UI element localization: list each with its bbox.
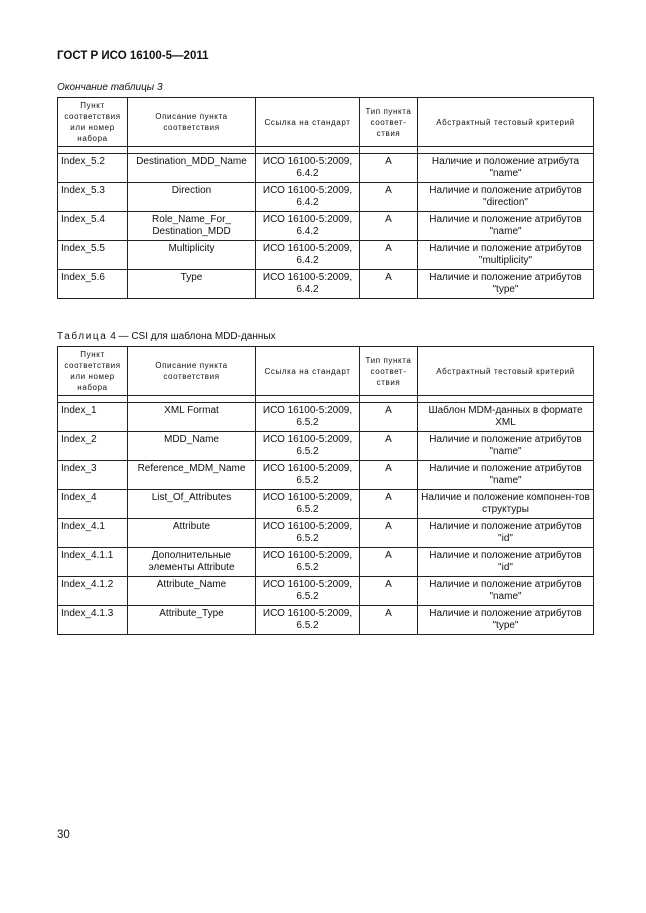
cell-type: A <box>360 432 418 461</box>
cell-criterion: Наличие и положение атрибутов "name" <box>418 212 594 241</box>
cell-description: Дополнительные элементы Attribute <box>128 548 256 577</box>
cell-reference: ИСО 16100-5:2009, 6.5.2 <box>256 606 360 635</box>
table3-row <box>58 212 594 241</box>
cell-type: A <box>360 519 418 548</box>
table3-col-id: Пункт соответствия или номер набора <box>58 98 128 147</box>
cell-type: A <box>360 183 418 212</box>
cell-criterion: Шаблон MDM-данных в формате XML <box>418 403 594 432</box>
cell-id: Index_5.2 <box>58 154 128 183</box>
cell-criterion: Наличие и положение атрибутов "type" <box>418 606 594 635</box>
cell-criterion: Наличие и положение атрибутов "name" <box>418 432 594 461</box>
cell-type: A <box>360 548 418 577</box>
cell-criterion: Наличие и положение компонен-тов структуры <box>418 490 594 519</box>
cell-reference: ИСО 16100-5:2009, 6.4.2 <box>256 241 360 270</box>
table4-row <box>58 432 594 461</box>
table3-spacer-row <box>58 147 594 154</box>
table4-row <box>58 548 594 577</box>
cell-description: Reference_MDM_Name <box>128 461 256 490</box>
cell-id: Index_5.4 <box>58 212 128 241</box>
cell-reference: ИСО 16100-5:2009, 6.5.2 <box>256 461 360 490</box>
table3-header-row <box>58 98 594 147</box>
cell-type: A <box>360 490 418 519</box>
cell-reference: ИСО 16100-5:2009, 6.4.2 <box>256 183 360 212</box>
table4-col-id: Пункт соответствия или номер набора <box>58 347 128 396</box>
cell-reference: ИСО 16100-5:2009, 6.5.2 <box>256 519 360 548</box>
table4-row <box>58 461 594 490</box>
table4-col-desc: Описание пункта соответствия <box>128 347 256 396</box>
cell-criterion: Наличие и положение атрибутов "direction" <box>418 183 594 212</box>
cell-criterion: Наличие и положение атрибутов "multiplicity" <box>418 241 594 270</box>
table4-row <box>58 519 594 548</box>
cell-reference: ИСО 16100-5:2009, 6.5.2 <box>256 548 360 577</box>
table4-col-type: Тип пункта соответ-ствия <box>360 347 418 396</box>
table3-row <box>58 270 594 299</box>
table4-spacer-row <box>58 396 594 403</box>
cell-description: Direction <box>128 183 256 212</box>
cell-description: Destination_MDD_Name <box>128 154 256 183</box>
table3-body <box>58 154 594 299</box>
cell-type: A <box>360 606 418 635</box>
table3-row <box>58 241 594 270</box>
cell-id: Index_5.6 <box>58 270 128 299</box>
cell-description: List_Of_Attributes <box>128 490 256 519</box>
cell-criterion: Наличие и положение атрибутов "name" <box>418 577 594 606</box>
table3 <box>57 97 594 299</box>
table3-col-ref: Ссылка на стандарт <box>256 98 360 147</box>
table3-col-desc: Описание пункта соответствия <box>128 98 256 147</box>
table3-col-type: Тип пункта соответ-ствия <box>360 98 418 147</box>
table4-col-criterion: Абстрактный тестовый критерий <box>418 347 594 396</box>
cell-reference: ИСО 16100-5:2009, 6.4.2 <box>256 154 360 183</box>
cell-type: A <box>360 403 418 432</box>
cell-criterion: Наличие и положение атрибутов "name" <box>418 461 594 490</box>
cell-id: Index_3 <box>58 461 128 490</box>
cell-reference: ИСО 16100-5:2009, 6.5.2 <box>256 577 360 606</box>
cell-id: Index_5.3 <box>58 183 128 212</box>
cell-id: Index_2 <box>58 432 128 461</box>
table3-row <box>58 154 594 183</box>
cell-id: Index_4.1.2 <box>58 577 128 606</box>
cell-reference: ИСО 16100-5:2009, 6.4.2 <box>256 270 360 299</box>
cell-reference: ИСО 16100-5:2009, 6.5.2 <box>256 490 360 519</box>
cell-id: Index_4.1.3 <box>58 606 128 635</box>
cell-type: A <box>360 212 418 241</box>
table4-body <box>58 403 594 635</box>
page-number: 30 <box>57 829 70 841</box>
cell-type: A <box>360 577 418 606</box>
table4-caption-prefix: Таблица <box>57 331 108 342</box>
cell-reference: ИСО 16100-5:2009, 6.5.2 <box>256 432 360 461</box>
cell-id: Index_4 <box>58 490 128 519</box>
cell-description: XML Format <box>128 403 256 432</box>
cell-description: Attribute <box>128 519 256 548</box>
table4-caption <box>57 331 276 342</box>
document-header: ГОСТ Р ИСО 16100-5—2011 <box>57 50 209 62</box>
table4-header-row <box>58 347 594 396</box>
cell-type: A <box>360 461 418 490</box>
cell-criterion: Наличие и положение атрибутов "id" <box>418 519 594 548</box>
table4-row <box>58 490 594 519</box>
cell-reference: ИСО 16100-5:2009, 6.5.2 <box>256 403 360 432</box>
cell-description: Attribute_Type <box>128 606 256 635</box>
cell-id: Index_5.5 <box>58 241 128 270</box>
cell-id: Index_4.1.1 <box>58 548 128 577</box>
table4-caption-text: 4 — CSI для шаблона MDD-данных <box>107 331 276 342</box>
cell-reference: ИСО 16100-5:2009, 6.4.2 <box>256 212 360 241</box>
table4-row <box>58 606 594 635</box>
cell-type: A <box>360 270 418 299</box>
table4-col-ref: Ссылка на стандарт <box>256 347 360 396</box>
cell-id: Index_4.1 <box>58 519 128 548</box>
table3-col-criterion: Абстрактный тестовый критерий <box>418 98 594 147</box>
cell-description: MDD_Name <box>128 432 256 461</box>
cell-criterion: Наличие и положение атрибутов "id" <box>418 548 594 577</box>
cell-description: Multiplicity <box>128 241 256 270</box>
cell-description: Attribute_Name <box>128 577 256 606</box>
cell-criterion: Наличие и положение атрибута "name" <box>418 154 594 183</box>
cell-description: Role_Name_For_ Destination_MDD <box>128 212 256 241</box>
cell-description: Type <box>128 270 256 299</box>
table4-row <box>58 403 594 432</box>
cell-id: Index_1 <box>58 403 128 432</box>
table4-row <box>58 577 594 606</box>
cell-type: A <box>360 154 418 183</box>
cell-criterion: Наличие и положение атрибутов "type" <box>418 270 594 299</box>
table3-caption: Окончание таблицы 3 <box>57 82 163 93</box>
table4 <box>57 346 594 635</box>
table3-row <box>58 183 594 212</box>
cell-type: A <box>360 241 418 270</box>
